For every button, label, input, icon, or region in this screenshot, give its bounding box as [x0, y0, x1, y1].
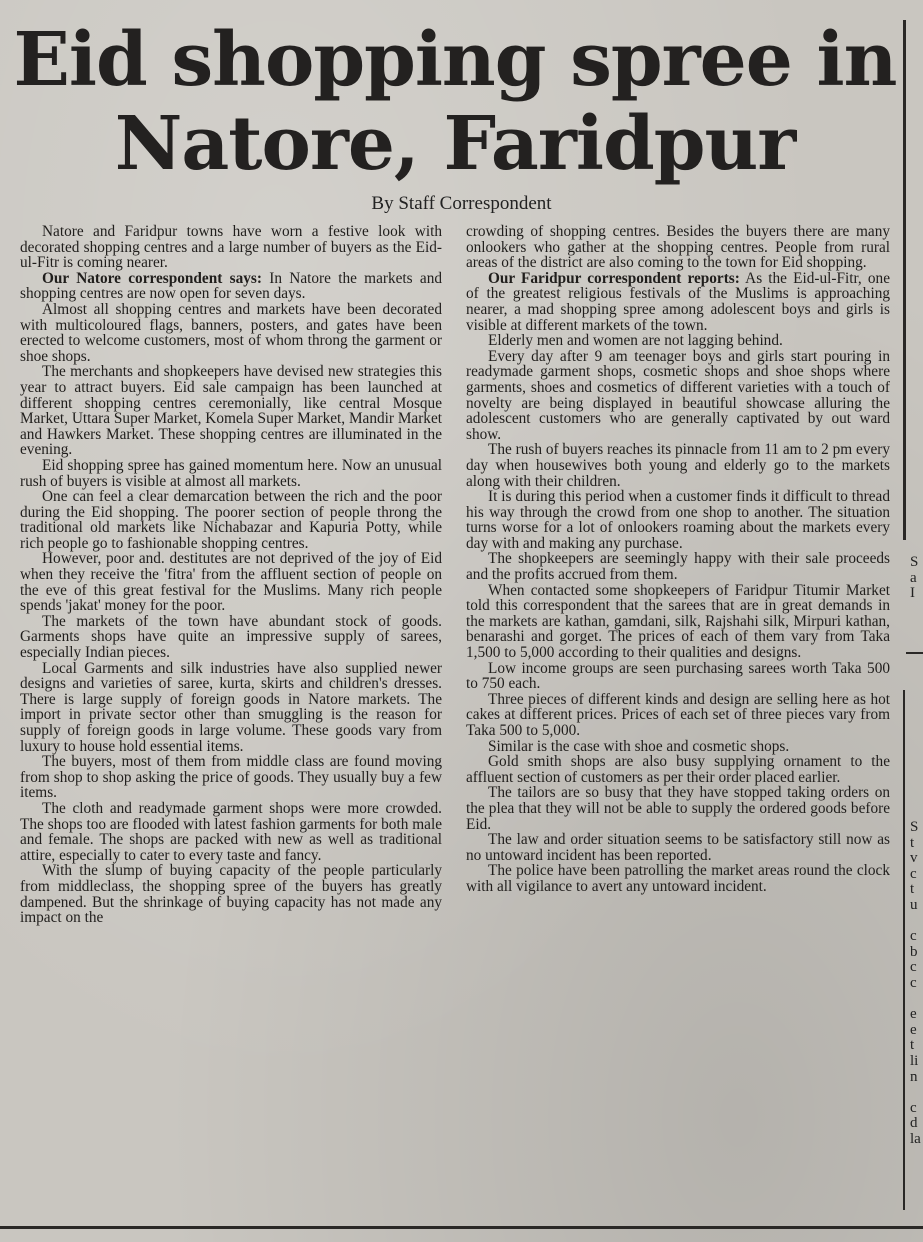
- edge-letter: a: [910, 569, 917, 586]
- edge-letter: c: [910, 959, 917, 976]
- edge-letter: t: [910, 834, 915, 851]
- article-paragraph: [466, 692, 890, 739]
- article-paragraph: [466, 754, 890, 785]
- edge-letter: v: [910, 850, 918, 867]
- edge-letter: S: [910, 555, 919, 570]
- paragraph-text: Eid shopping spree has gained momentum here. Now an unusual rush of buyers is visible at almost all markets.: [20, 456, 442, 490]
- article-paragraph: [466, 489, 890, 551]
- edge-letter: t: [910, 881, 915, 898]
- edge-letter: e: [910, 1021, 917, 1038]
- edge-letter: [910, 1085, 923, 1101]
- paragraph-text: Natore and Faridpur towns have worn a festive look with decorated shopping centres and a large number of buyers as the Eid-ul-Fitr is coming nearer.: [20, 224, 442, 272]
- bottom-rule: [0, 1226, 923, 1229]
- paragraph-text: The cloth and readymade garment shops were more crowded. The shops too are flooded with latest fashion garments for both male and female. The shops are packed with new as well as traditional attire, especially to cater to every taste and fancy.: [20, 799, 442, 864]
- paragraph-text: Every day after 9 am teenager boys and girls start pouring in readymade garment shops, cosmetic shops and shoe shops where garments, shoes and cosmetics of different varieties with a touch of novelty are being displayed in beautiful showcase alluring the adolescent customers who are generally captivated by out ward show.: [466, 347, 890, 443]
- article-paragraph: [20, 271, 442, 302]
- article-paragraph: [20, 801, 442, 863]
- paragraph-text: One can feel a clear demarcation between the rich and the poor during the Eid shopping. The poorer section of people throng the traditional old markets like Nichabazar and Kapuria Potty, while rich people go to fashionable shopping centres.: [20, 488, 442, 552]
- article-paragraph: [466, 863, 890, 894]
- edge-letter: e: [910, 1006, 917, 1023]
- paragraph-text: The buyers, most of them from middle class are found moving from shop to shop asking the price of goods. They usually buy a few items.: [20, 753, 442, 802]
- article-paragraph: [20, 863, 442, 925]
- edge-letter: la: [910, 1130, 921, 1147]
- paragraph-text: The law and order situation seems to be satisfactory still now as no untoward incident has been reported.: [466, 831, 890, 864]
- paragraph-text: The merchants and shopkeepers have devised new strategies this year to attract buyers. Eid sale campaign has been launched at different shopping centres ceremonially, like central Mosque Market, Uttara Super Market, Komela Super Market, Mandir Market and Hawkers Market. These shopping centres are illuminated in the evening.: [20, 363, 442, 459]
- column-rule-short: [906, 652, 923, 654]
- paragraph-text: The shopkeepers are seemingly happy with their sale proceeds and the profits accrued from them.: [466, 550, 890, 584]
- adjacent-article-edge-top: [910, 555, 923, 602]
- article-paragraph: [466, 583, 890, 661]
- edge-letter: S: [910, 820, 919, 835]
- article-paragraph: [466, 661, 890, 692]
- article-column-right: [466, 224, 890, 1214]
- edge-letter: b: [910, 943, 918, 960]
- article-paragraph: [466, 785, 890, 832]
- article-paragraph: [20, 661, 442, 755]
- article-paragraph: [466, 271, 890, 333]
- paragraph-text: Elderly men and women are not lagging behind.: [488, 332, 783, 350]
- adjacent-article-edge-bottom: [910, 820, 923, 1147]
- paragraph-lead: Our Natore correspondent says:: [42, 269, 262, 287]
- edge-letter: c: [910, 865, 917, 882]
- article-paragraph: [20, 551, 442, 613]
- paragraph-text: With the slump of buying capacity of the people particularly from middleclass, the shopping spree of the buyers has greatly dampened. But the shrinkage of buying capacity has not made any impact on the: [20, 862, 442, 927]
- paragraph-text: Three pieces of different kinds and design are selling here as hot cakes at different prices. Prices of each set of three pieces vary from Taka 500 to 5,000.: [466, 690, 890, 739]
- article-paragraph: [20, 364, 442, 458]
- article-paragraph: [20, 754, 442, 801]
- edge-letter: li: [910, 1052, 919, 1069]
- headline: Eid shopping spree in Natore, Faridpur: [13, 17, 897, 187]
- paragraph-text: It is during this period when a customer finds it difficult to thread his way through the crowd from one shop to another. The situation turns worse for a lot of onlookers roaming about the markets every day with and making any purchase.: [466, 488, 890, 552]
- article-paragraph: [466, 349, 890, 443]
- paragraph-text: Local Garments and silk industries have also supplied newer designs and varieties of saree, kurta, skirts and children's dresses. There is large supply of foreign goods in Natore markets. The import in private sector other than smuggling is the reason for supply of foreign goods in large volume. These goods vary from luxury to house hold essential items.: [20, 659, 442, 755]
- column-rule-right: [903, 20, 906, 540]
- edge-letter: t: [910, 1037, 915, 1054]
- paragraph-text: As the Eid-ul-Fitr, one of the greatest religious festivals of the Muslims is approaching nearer, a mad shopping spree among adolescent boys and girls is visible at different markets of the town.: [466, 269, 890, 334]
- article-paragraph: [20, 302, 442, 364]
- article-paragraph: [466, 442, 890, 489]
- edge-letter: d: [910, 1115, 918, 1132]
- article-paragraph: [466, 832, 890, 863]
- paragraph-text: Almost all shopping centres and markets have been decorated with multicoloured flags, banners, posters, and gates have been erected to welcome customers, most of whom throng the garment or shoe shops.: [20, 300, 442, 365]
- byline: By Staff Correspondent: [371, 193, 552, 214]
- edge-letter: c: [910, 928, 917, 945]
- edge-letter: c: [910, 1099, 917, 1116]
- article-paragraph: [20, 458, 442, 489]
- article-paragraph: [466, 333, 890, 349]
- paragraph-text: However, poor and. destitutes are not deprived of the joy of Eid when they receive the 'fitra' from the affluent section of people on the eve of this great festival for the Muslims. Many rich people spends 'jakat' money for the poor.: [20, 550, 442, 615]
- article-paragraph: [466, 224, 890, 271]
- article-paragraph: [466, 551, 890, 582]
- article-paragraph: [20, 614, 442, 661]
- article-paragraph: [20, 224, 442, 271]
- paragraph-text: The police have been patrolling the market areas round the clock with all vigilance to avert any untoward incident.: [466, 862, 890, 895]
- paragraph-text: Low income groups are seen purchasing sarees worth Taka 500 to 750 each.: [466, 659, 890, 693]
- edge-letter: [910, 914, 923, 930]
- paragraph-text: Gold smith shops are also busy supplying ornament to the affluent section of customers as per their order placed earlier.: [466, 753, 890, 786]
- paragraph-text: In Natore the markets and shopping centres are now open for seven days.: [20, 269, 442, 303]
- edge-letter: u: [910, 896, 918, 913]
- edge-letter: [910, 992, 923, 1008]
- edge-letter: I: [910, 585, 915, 602]
- article-column-left: [20, 224, 442, 1214]
- paragraph-text: The rush of buyers reaches its pinnacle from 11 am to 2 pm every day when housewives both young and elderly go to the markets along with their children.: [466, 441, 890, 490]
- paragraph-lead: Our Faridpur correspondent reports:: [488, 269, 740, 287]
- paragraph-text: Similar is the case with shoe and cosmetic shops.: [488, 737, 790, 755]
- article-paragraph: [20, 489, 442, 551]
- paragraph-text: crowding of shopping centres. Besides the buyers there are many onlookers who gather at the shopping centres. People from rural areas of the district are also coming to the town for Eid shopping.: [466, 224, 890, 272]
- paragraph-text: When contacted some shopkeepers of Faridpur Titumir Market told this correspondent that the sarees that are in great demands in the markets are kathan, gamdani, silk, Rajshahi silk, Mirpuri kathan, benarashi and gorget. The prices of each of them vary from Taka 1,500 to 5,000 according to their qualities and designs.: [466, 581, 890, 662]
- edge-letter: c: [910, 974, 917, 991]
- column-rule-right-lower: [903, 690, 905, 1210]
- paragraph-text: The tailors are so busy that they have stopped taking orders on the plea that they will not be able to supply the ordered goods before Eid.: [466, 784, 890, 833]
- article-paragraph: [466, 739, 890, 755]
- paragraph-text: The markets of the town have abundant stock of goods. Garments shops have quite an impressive supply of sarees, especially Indian pieces.: [20, 612, 442, 662]
- edge-letter: n: [910, 1068, 918, 1085]
